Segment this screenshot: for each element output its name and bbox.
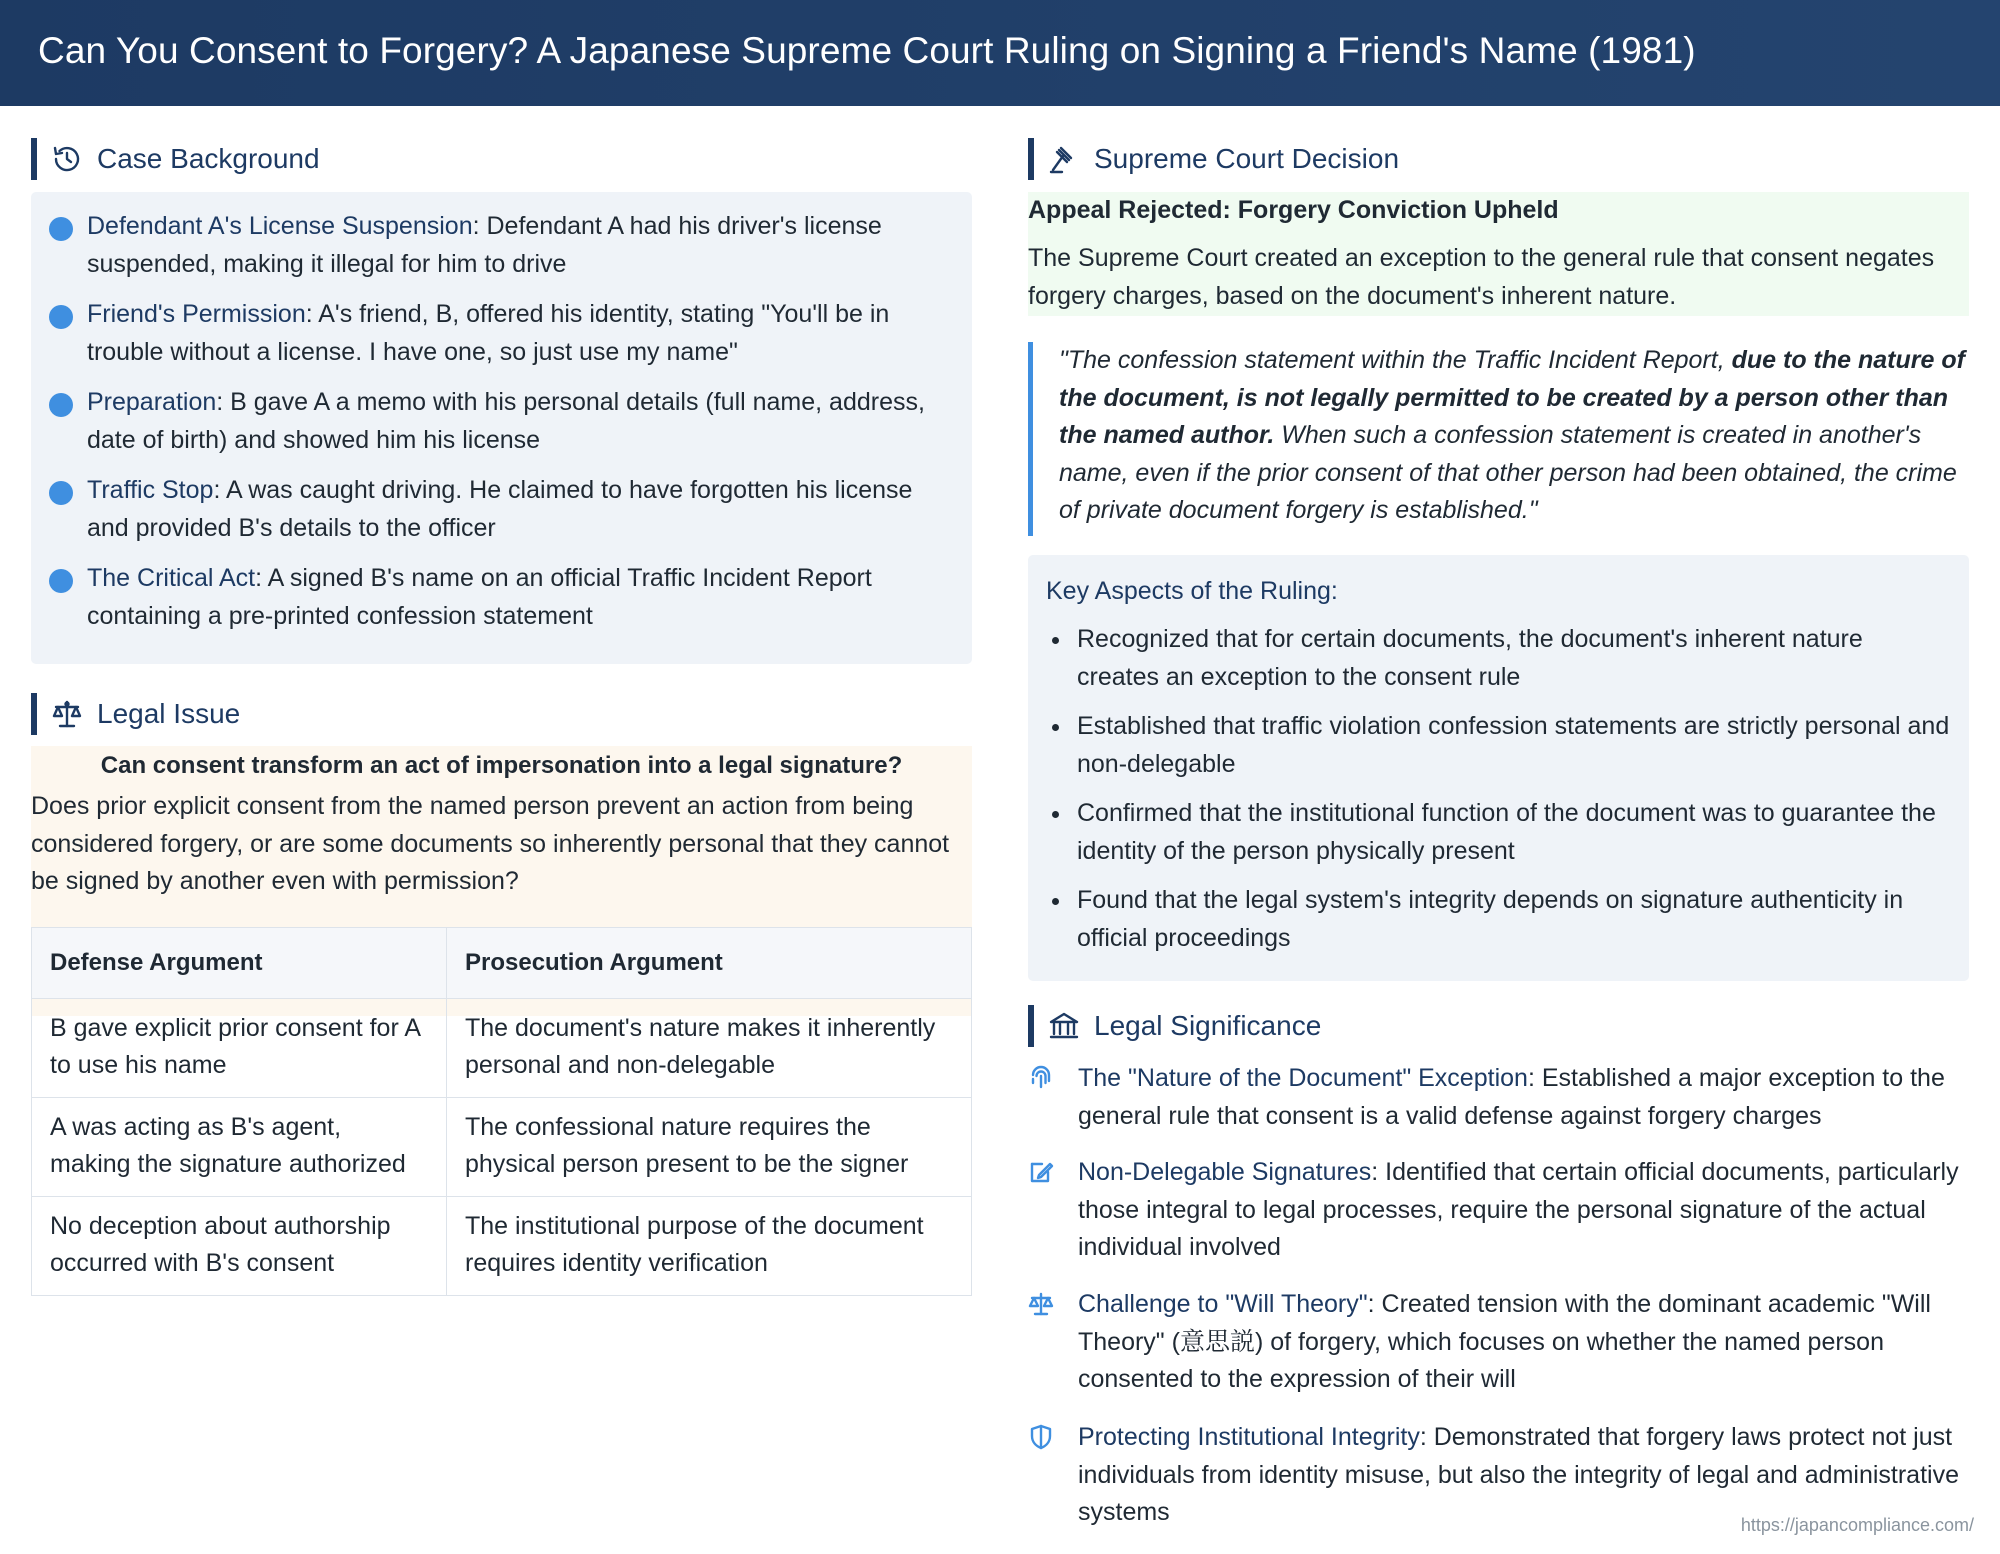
table-cell: No deception about authorship occurred with B's consent bbox=[32, 1196, 447, 1295]
history-icon bbox=[51, 143, 83, 175]
scale-icon bbox=[51, 698, 83, 730]
source-url: https://japancompliance.com/ bbox=[1740, 1515, 1974, 1535]
decision-paragraph: The Supreme Court created an exception to the general rule that consent negates forgery charges, based on the document's inherent nature. bbox=[1028, 244, 1935, 310]
fingerprint-icon bbox=[1028, 1065, 1054, 1091]
shield-icon bbox=[1028, 1424, 1054, 1450]
page-title: Can You Consent to Forgery? A Japanese Supreme Court Ruling on Signing a Friend's Name (1981) bbox=[0, 0, 2000, 106]
case-background-panel bbox=[31, 192, 972, 664]
significance-item: The "Nature of the Document" Exception: Established a major exception to the general rule that consent is a valid defense against forgery charges bbox=[1028, 1060, 1969, 1135]
landmark-icon bbox=[1048, 1010, 1080, 1042]
table-row bbox=[32, 998, 972, 1097]
arguments-table bbox=[31, 927, 972, 1296]
list-item: Found that the legal system's integrity depends on signature authenticity in official proceedings bbox=[1046, 882, 1951, 957]
timeline-item: The Critical Act: A signed B's name on an official Traffic Incident Report containing a pre-printed confession statement bbox=[87, 560, 947, 635]
table-row bbox=[32, 1097, 972, 1196]
signature-icon bbox=[1028, 1159, 1054, 1185]
gavel-icon bbox=[1048, 143, 1080, 175]
timeline-item: Defendant A's License Suspension: Defendant A had his driver's license suspended, making it illegal for him to drive bbox=[87, 208, 947, 283]
scale-icon bbox=[1028, 1291, 1054, 1317]
table-cell: The document's nature makes it inherently personal and non-delegable bbox=[447, 998, 972, 1097]
list-item: Established that traffic violation confession statements are strictly personal and non-delegable bbox=[1046, 708, 1951, 783]
timeline-item: Friend's Permission: A's friend, B, offered his identity, stating "You'll be in trouble without a license. I have one, so just use my name" bbox=[87, 296, 947, 371]
timeline-item: Traffic Stop: A was caught driving. He claimed to have forgotten his license and provided B's details to the officer bbox=[87, 472, 947, 547]
timeline-dot bbox=[49, 481, 73, 505]
table-cell: The institutional purpose of the document requires identity verification bbox=[447, 1196, 972, 1295]
supreme-court-decision-heading: Supreme Court Decision bbox=[1028, 138, 1399, 180]
timeline-dot bbox=[49, 217, 73, 241]
key-aspects-list bbox=[1046, 621, 1951, 957]
timeline-item: Preparation: B gave A a memo with his personal details (full name, address, date of birth) and showed him his license bbox=[87, 384, 947, 459]
timeline-dot bbox=[49, 569, 73, 593]
table-cell: A was acting as B's agent, making the signature authorized bbox=[32, 1097, 447, 1196]
significance-item: Protecting Institutional Integrity: Demonstrated that forgery laws protect not just individuals from identity misuse, but also the integrity of legal and administrative systems bbox=[1028, 1419, 1969, 1532]
significance-item: Challenge to "Will Theory": Created tension with the dominant academic "Will Theory" (意思説) of forgery, which focuses on whether the named person consented to the expression of their will bbox=[1028, 1286, 1969, 1399]
legal-significance-heading: Legal Significance bbox=[1028, 1005, 1321, 1047]
list-item: Confirmed that the institutional function of the document was to guarantee the identity of the person physically present bbox=[1046, 795, 1951, 870]
table-row bbox=[32, 1196, 972, 1295]
table-cell: B gave explicit prior consent for A to use his name bbox=[32, 998, 447, 1097]
timeline-dot bbox=[49, 393, 73, 417]
legal-issue-question: Can consent transform an act of impersonation into a legal signature? bbox=[100, 752, 903, 779]
key-aspects-heading: Key Aspects of the Ruling: bbox=[1046, 577, 1338, 605]
table-header-row bbox=[32, 928, 972, 999]
list-item: Recognized that for certain documents, the document's inherent nature creates an exception to the consent rule bbox=[1046, 621, 1951, 696]
case-background-heading: Case Background bbox=[31, 138, 320, 180]
column-header-defense: Defense Argument bbox=[32, 928, 447, 999]
legal-issue-paragraph: Does prior explicit consent from the named person prevent an action from being considered forgery, or are some documents so inherently personal that they cannot be signed by another even with permission? bbox=[31, 792, 950, 895]
decision-heading: Appeal Rejected: Forgery Conviction Upheld bbox=[1028, 196, 1559, 224]
court-quote: "The confession statement within the Traffic Incident Report, due to the nature of the document, is not legally permitted to be created by a person other than the named author. When such a confession statement is created in another's name, even if the prior consent of that other person had been obtained, the crime of private document forgery is established." bbox=[1028, 342, 1969, 536]
key-aspects-panel bbox=[1028, 555, 1969, 981]
table-cell: The confessional nature requires the physical person present to be the signer bbox=[447, 1097, 972, 1196]
column-header-prosecution: Prosecution Argument bbox=[447, 928, 972, 999]
significance-item: Non-Delegable Signatures: Identified that certain official documents, particularly those integral to legal processes, require the personal signature of the actual individual involved bbox=[1028, 1154, 1969, 1267]
timeline-dot bbox=[49, 305, 73, 329]
legal-issue-heading: Legal Issue bbox=[31, 693, 240, 735]
decision-box bbox=[1028, 192, 1969, 316]
